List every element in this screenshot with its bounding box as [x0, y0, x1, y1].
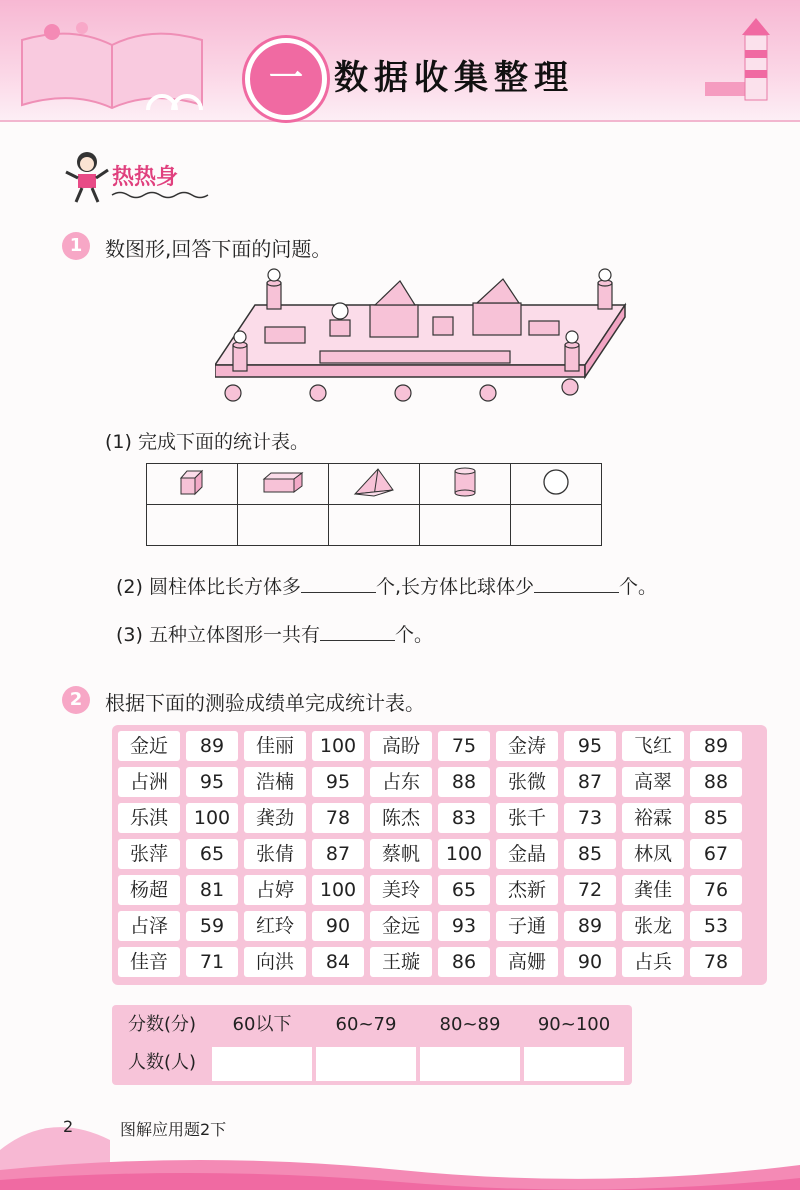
q1-sub2-part-a: (2) 圆柱体比长方体多 [116, 576, 301, 598]
student-score-cell: 100 [312, 875, 364, 905]
student-name-cell: 杨超 [118, 875, 180, 905]
student-name-cell: 金远 [370, 911, 432, 941]
student-name-cell: 龚劲 [244, 803, 306, 833]
student-score-cell: 95 [312, 767, 364, 797]
student-score-cell: 93 [438, 911, 490, 941]
header-cell-cylinder [420, 464, 511, 505]
student-score-cell: 87 [564, 767, 616, 797]
count-cell-cuboid[interactable] [238, 505, 329, 546]
student-name-cell: 张龙 [622, 911, 684, 941]
count-cell-cylinder[interactable] [420, 505, 511, 546]
student-name-cell: 张千 [496, 803, 558, 833]
stats-count-blank[interactable] [420, 1047, 520, 1081]
stats-count-blank[interactable] [212, 1047, 312, 1081]
q1-sub2-part-c: 个。 [619, 576, 658, 598]
student-score-cell: 84 [312, 947, 364, 977]
page-number: 2 [63, 1117, 74, 1136]
student-name-cell: 蔡帆 [370, 839, 432, 869]
student-score-cell: 89 [564, 911, 616, 941]
stats-count-blank[interactable] [316, 1047, 416, 1081]
header-cell-sphere [511, 464, 602, 505]
student-name-cell: 高翠 [622, 767, 684, 797]
student-score-cell: 88 [438, 767, 490, 797]
student-score-cell: 85 [690, 803, 742, 833]
q1-sub3-part-a: (3) 五种立体图形一共有 [116, 624, 320, 646]
student-score-cell: 83 [438, 803, 490, 833]
book-title: 图解应用题2下 [120, 1120, 227, 1139]
student-name-cell: 红玲 [244, 911, 306, 941]
score-sheet-table [112, 725, 767, 985]
student-score-cell: 100 [186, 803, 238, 833]
student-score-cell: 72 [564, 875, 616, 905]
student-score-cell: 75 [438, 731, 490, 761]
student-name-cell: 杰新 [496, 875, 558, 905]
answer-blank-3[interactable] [320, 622, 395, 641]
header-cell-pyramid [329, 464, 420, 505]
chapter-number-badge: 一 [245, 38, 327, 120]
student-name-cell: 占东 [370, 767, 432, 797]
student-name-cell: 金涛 [496, 731, 558, 761]
q1-sub2-part-b: 个,长方体比球体少 [375, 576, 535, 598]
chapter-title: 数据收集整理 [334, 58, 574, 98]
student-name-cell: 金晶 [496, 839, 558, 869]
shapes-on-shelf-illustration [215, 265, 635, 405]
student-score-cell: 71 [186, 947, 238, 977]
stats-row-label: 人数(人) [116, 1047, 208, 1081]
student-name-cell: 高盼 [370, 731, 432, 761]
chapter-banner [0, 0, 800, 122]
wavy-underline [110, 190, 210, 200]
student-name-cell: 高姗 [496, 947, 558, 977]
sphere-icon [541, 467, 571, 497]
student-name-cell: 王璇 [370, 947, 432, 977]
student-name-cell: 占婷 [244, 875, 306, 905]
student-name-cell: 占泽 [118, 911, 180, 941]
student-name-cell: 金近 [118, 731, 180, 761]
student-score-cell: 59 [186, 911, 238, 941]
student-name-cell: 张萍 [118, 839, 180, 869]
stats-header-range: 80~89 [420, 1009, 520, 1041]
question-1-text: 数图形,回答下面的问题。 [105, 237, 332, 261]
student-name-cell: 向洪 [244, 947, 306, 977]
student-score-cell: 76 [690, 875, 742, 905]
q1-sub3-part-b: 个。 [394, 624, 433, 646]
open-book-illustration [12, 20, 212, 110]
student-score-cell: 100 [438, 839, 490, 869]
pyramid-icon [352, 466, 396, 498]
student-score-cell: 89 [690, 731, 742, 761]
student-name-cell: 浩楠 [244, 767, 306, 797]
student-score-cell: 78 [312, 803, 364, 833]
question-number-2: 2 [62, 686, 90, 714]
shape-icon-row [147, 464, 602, 505]
q1-sub3 [116, 620, 433, 647]
header-cell-cube [147, 464, 238, 505]
header-cell-cuboid [238, 464, 329, 505]
student-score-cell: 85 [564, 839, 616, 869]
student-name-cell: 张微 [496, 767, 558, 797]
student-name-cell: 美玲 [370, 875, 432, 905]
count-cell-pyramid[interactable] [329, 505, 420, 546]
stats-count-blank[interactable] [524, 1047, 624, 1081]
student-score-cell: 89 [186, 731, 238, 761]
student-score-cell: 73 [564, 803, 616, 833]
student-name-cell: 占兵 [622, 947, 684, 977]
stats-header-score: 分数(分) [116, 1009, 208, 1041]
section-label-warmup: 热热身 [112, 165, 179, 190]
student-name-cell: 占洲 [118, 767, 180, 797]
q1-sub1-text: (1) 完成下面的统计表。 [105, 431, 309, 453]
question-number-1: 1 [62, 232, 90, 260]
student-score-cell: 95 [186, 767, 238, 797]
question-2-text: 根据下面的测验成绩单完成统计表。 [105, 691, 425, 715]
student-score-cell: 65 [186, 839, 238, 869]
stats-header-range: 60~79 [316, 1009, 416, 1041]
student-name-cell: 陈杰 [370, 803, 432, 833]
student-name-cell: 乐淇 [118, 803, 180, 833]
student-score-cell: 87 [312, 839, 364, 869]
answer-blank-2a[interactable] [301, 574, 376, 593]
score-statistics-table [112, 1005, 632, 1085]
student-score-cell: 67 [690, 839, 742, 869]
cube-icon [177, 468, 207, 496]
count-blank-row [147, 505, 602, 546]
student-score-cell: 88 [690, 767, 742, 797]
student-score-cell: 90 [312, 911, 364, 941]
student-name-cell: 子通 [496, 911, 558, 941]
shape-count-table [146, 463, 602, 546]
student-name-cell: 裕霖 [622, 803, 684, 833]
student-score-cell: 81 [186, 875, 238, 905]
student-score-cell: 53 [690, 911, 742, 941]
stats-header-range: 60以下 [212, 1009, 312, 1041]
count-cell-cube[interactable] [147, 505, 238, 546]
answer-blank-2b[interactable] [534, 574, 619, 593]
student-name-cell: 佳音 [118, 947, 180, 977]
student-score-cell: 86 [438, 947, 490, 977]
student-name-cell: 张倩 [244, 839, 306, 869]
student-score-cell: 65 [438, 875, 490, 905]
count-cell-sphere[interactable] [511, 505, 602, 546]
child-mascot-icon [62, 150, 112, 205]
student-score-cell: 90 [564, 947, 616, 977]
q1-sub2 [116, 572, 657, 599]
student-name-cell: 龚佳 [622, 875, 684, 905]
student-name-cell: 飞红 [622, 731, 684, 761]
cylinder-icon [452, 466, 478, 498]
cuboid-icon [261, 470, 305, 494]
lighthouse-illustration [700, 10, 790, 110]
stats-header-range: 90~100 [524, 1009, 624, 1041]
student-score-cell: 100 [312, 731, 364, 761]
student-score-cell: 78 [690, 947, 742, 977]
student-score-cell: 95 [564, 731, 616, 761]
student-name-cell: 林凤 [622, 839, 684, 869]
student-name-cell: 佳丽 [244, 731, 306, 761]
